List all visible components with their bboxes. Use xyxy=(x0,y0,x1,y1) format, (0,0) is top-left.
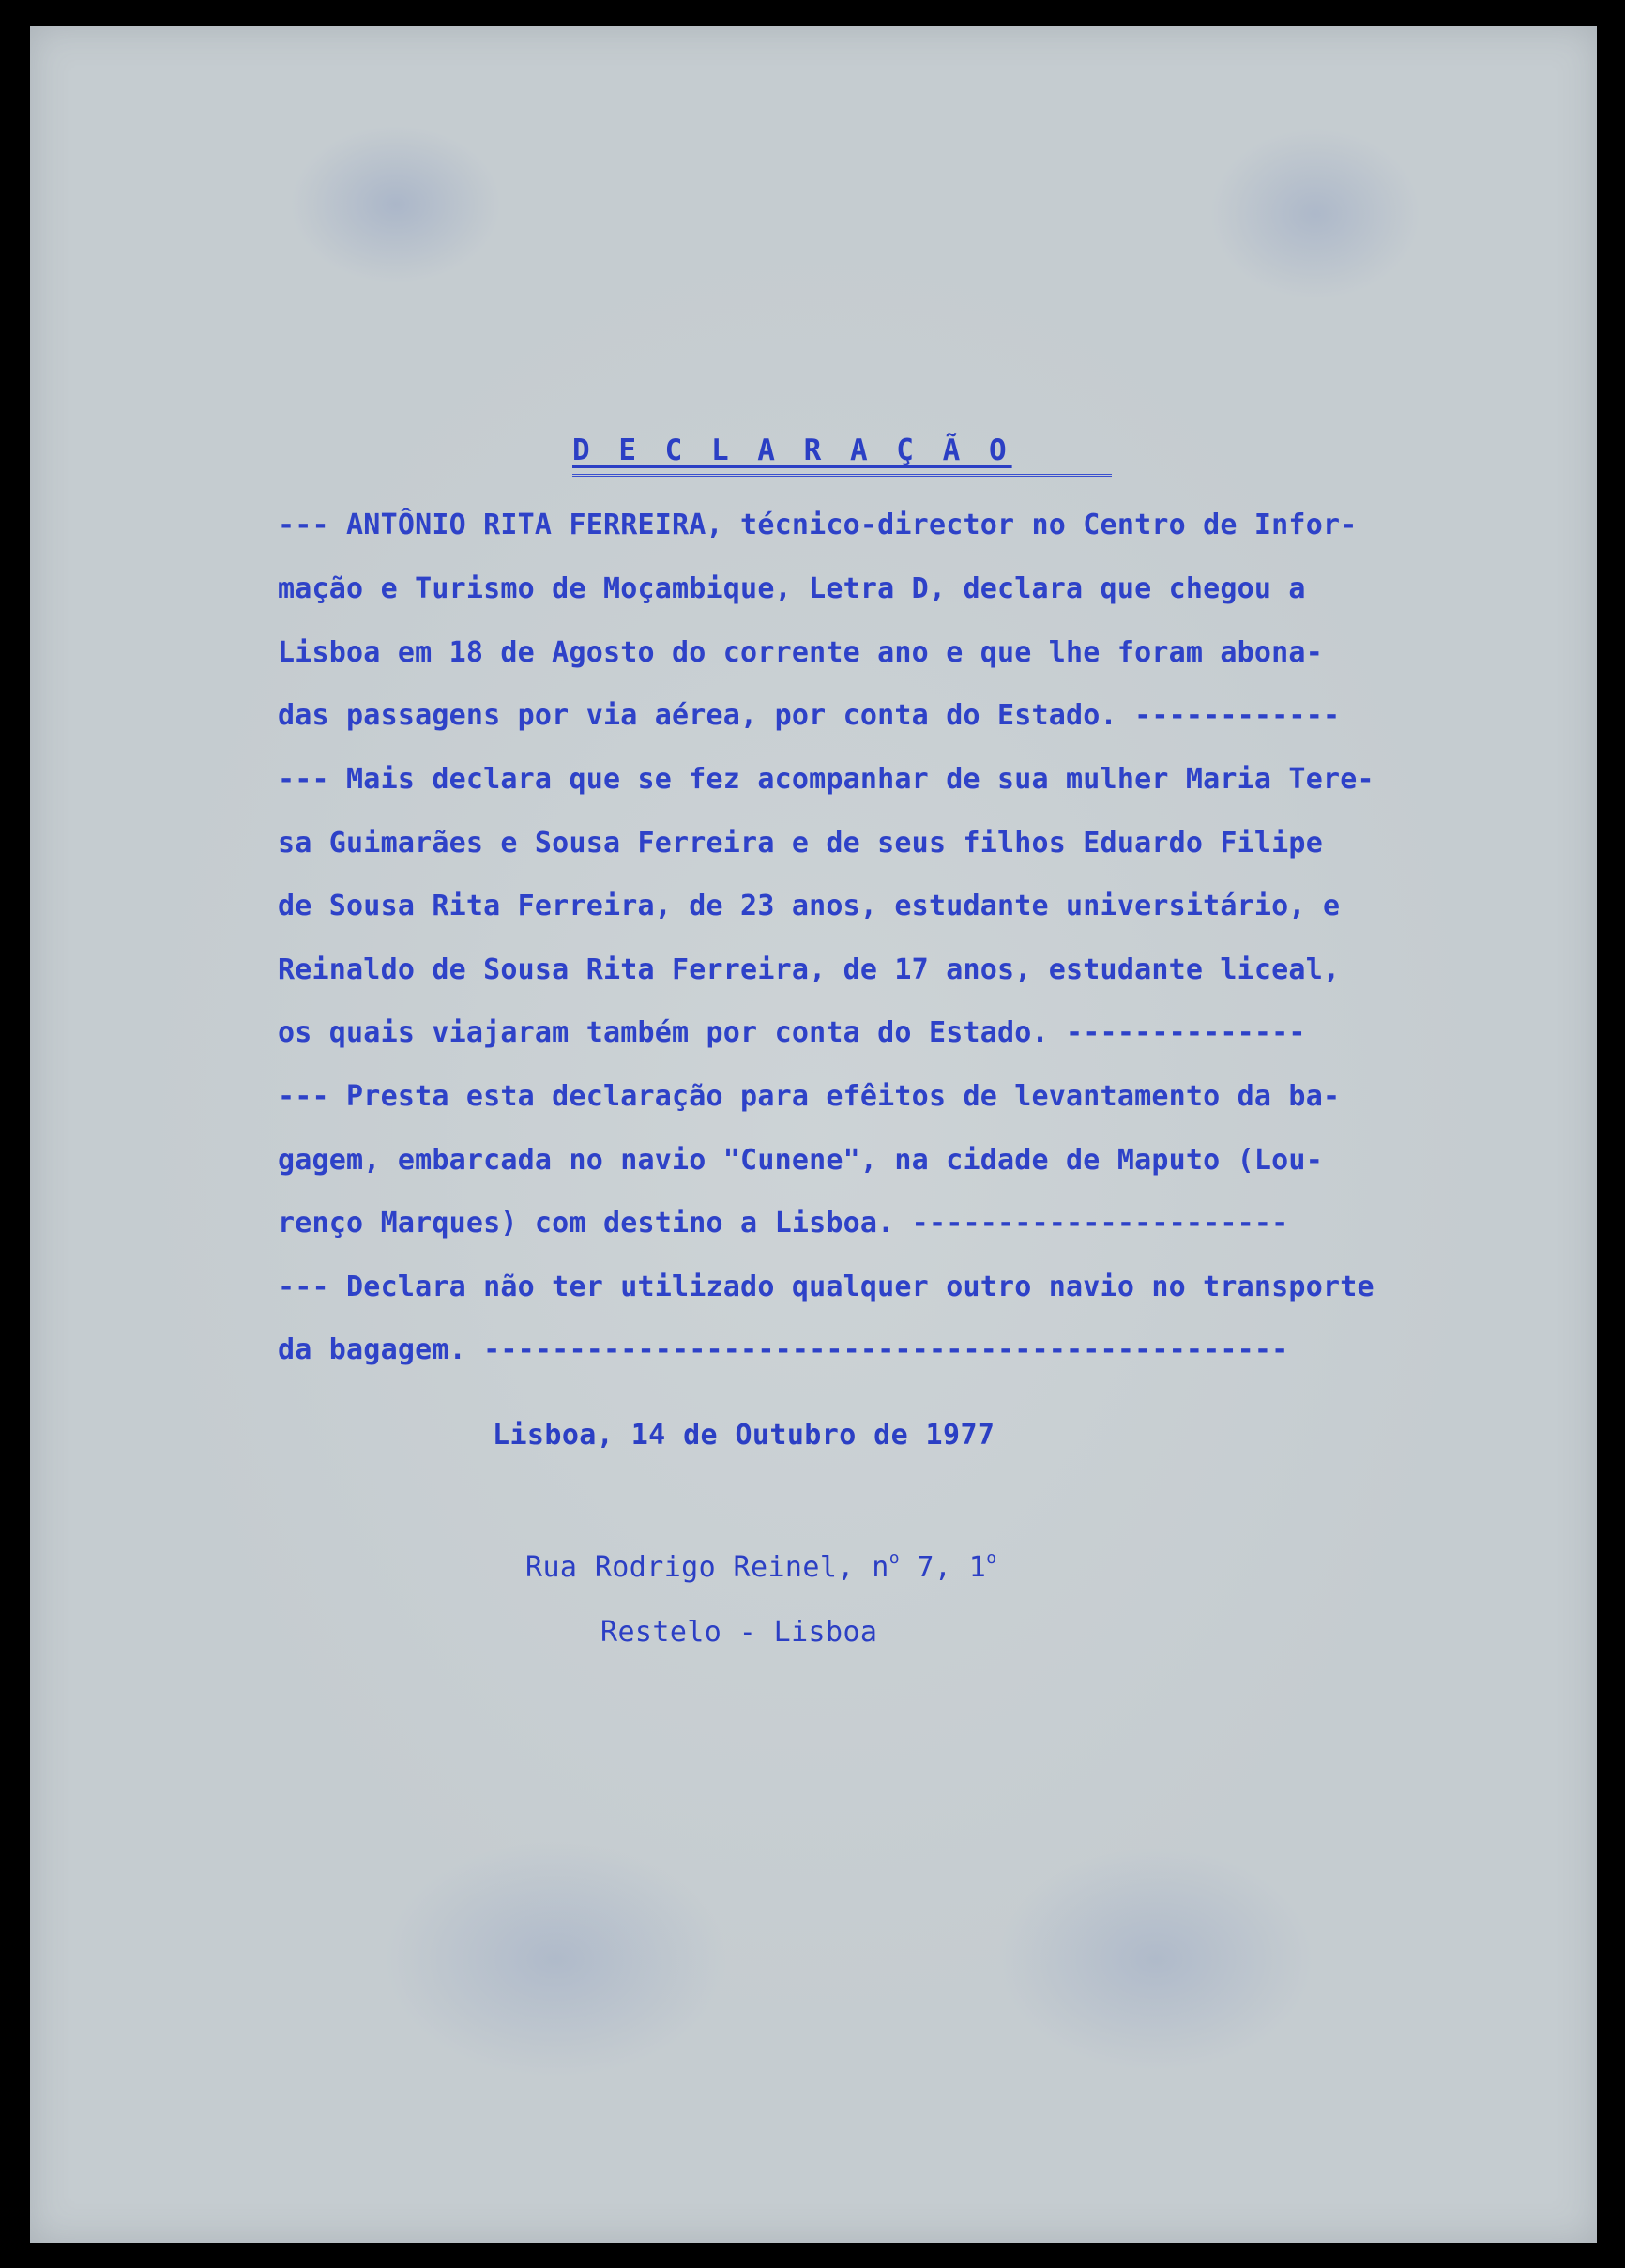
title-double-rule xyxy=(572,474,1112,477)
body-line: de Sousa Rita Ferreira, de 23 anos, estudante universitário, e xyxy=(278,890,1341,922)
body-line: mação e Turismo de Moçambique, Letra D, declara que chegou a xyxy=(278,572,1306,605)
body-line: gagem, embarcada no navio "Cunene", na cidade de Maputo (Lou- xyxy=(278,1144,1323,1177)
address-number-ordinal: o xyxy=(888,1548,900,1568)
body-line: --- Presta esta declaração para efêitos de levantamento da ba- xyxy=(278,1080,1341,1113)
body-line: Lisboa em 18 de Agosto do corrente ano e que lhe foram abona- xyxy=(278,636,1323,669)
body-line: os quais viajaram também por conta do Estado. -------------- xyxy=(278,1016,1306,1049)
body-line: --- Mais declara que se fez acompanhar de sua mulher Maria Tere- xyxy=(278,763,1374,796)
address-district: Restelo - Lisboa xyxy=(600,1616,878,1649)
body-line: --- ANTÔNIO RITA FERREIRA, técnico-director no Centro de Infor- xyxy=(278,509,1358,541)
body-line: sa Guimarães e Sousa Ferreira e de seus filhos Eduardo Filipe xyxy=(278,827,1323,860)
address-street xyxy=(525,1548,997,1584)
address-number-floor: 7, 1 xyxy=(899,1551,987,1584)
body-line: das passagens por via aérea, por conta do Estado. ------------ xyxy=(278,699,1341,732)
body-line: --- Declara não ter utilizado qualquer outro navio no transporte xyxy=(278,1271,1374,1303)
body-line: renço Marques) com destino a Lisboa. ---------------------- xyxy=(278,1207,1289,1240)
body-line: Reinaldo de Sousa Rita Ferreira, de 17 anos, estudante liceal, xyxy=(278,953,1341,986)
document-title: D E C L A R A Ç Ã O xyxy=(572,434,1012,467)
body-line: da bagagem. ----------------------------------------------- xyxy=(278,1333,1289,1366)
address-floor-ordinal: o xyxy=(986,1548,997,1568)
typewritten-page xyxy=(30,26,1597,2243)
address-street-text: Rua Rodrigo Reinel, n xyxy=(525,1551,889,1584)
place-and-date: Lisboa, 14 de Outubro de 1977 xyxy=(493,1419,995,1452)
